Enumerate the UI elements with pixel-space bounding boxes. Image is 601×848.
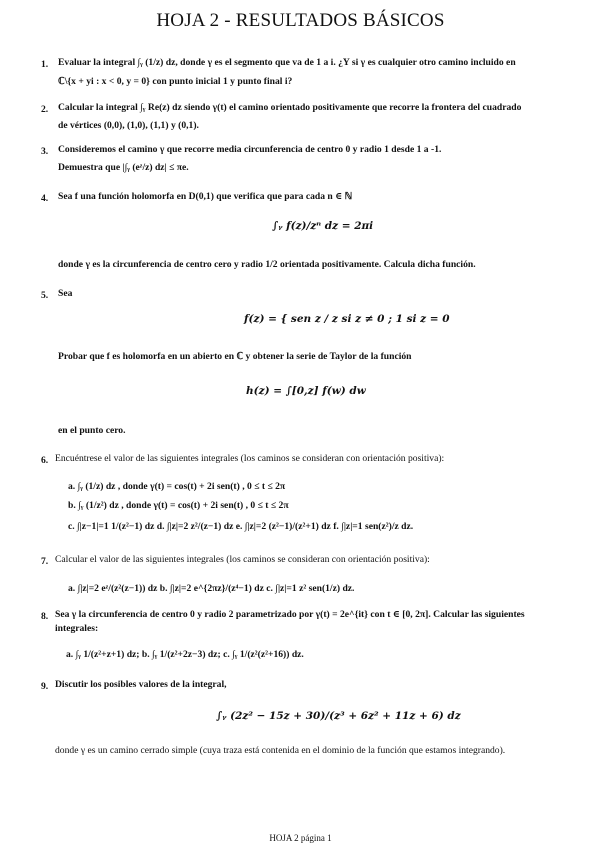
problem-7-items: a. ∫|z|=2 eᶻ/(z²(z−1)) dz b. ∫|z|=2 e^{2πz}/(z⁴−1) dz c. ∫|z|=1 z² sen(1/z) dz.: [68, 583, 355, 594]
problem-1-line-2: ℂ\{x + yi : x < 0, y = 0} con punto inicial 1 y punto final i?: [58, 76, 293, 87]
problem-4-equation: ∫ᵧ f(z)/zⁿ dz = 2πi: [272, 220, 374, 232]
problem-number: 6.: [41, 455, 49, 466]
problem-1-line-1: Evaluar la integral ∫ᵧ (1/z) dz, donde γ es el segmento que va de 1 a i. ¿Y si γ es cualquier otro camino incluido en: [58, 57, 516, 68]
problem-9-line-1: Discutir los posibles valores de la integral,: [55, 679, 227, 690]
problem-6-line-1: Encuéntrese el valor de las siguientes integrales (los caminos se consideran con orientación positiva):: [55, 453, 445, 464]
problem-6-item-a: a. ∫ᵧ (1/z) dz , donde γ(t) = cos(t) + 2i sen(t) , 0 ≤ t ≤ 2π: [68, 481, 286, 492]
problem-5-function-definition: f(z) = { sen z / z si z ≠ 0 ; 1 si z = 0: [244, 313, 450, 325]
problem-number: 9.: [41, 681, 49, 692]
problem-4-line-2: donde γ es la circunferencia de centro cero y radio 1/2 orientada positivamente. Calcula dicha función.: [58, 259, 476, 270]
page-footer: HOJA 2 página 1: [269, 833, 332, 843]
problem-3-line-2: Demuestra que |∫ᵧ (eᶻ/z) dz| ≤ πe.: [58, 162, 189, 173]
problem-number: 5.: [41, 290, 49, 301]
problem-number: 2.: [41, 104, 49, 115]
problem-8-line-2: integrales:: [55, 623, 99, 634]
problem-8-items: a. ∫ᵧ 1/(z²+z+1) dz; b. ∫ᵧ 1/(z²+2z−3) dz; c. ∫ᵧ 1/(z²(z²+16)) dz.: [66, 649, 304, 660]
problem-5-line-3: en el punto cero.: [58, 425, 126, 436]
problem-8-line-1: Sea γ la circunferencia de centro 0 y radio 2 parametrizado por γ(t) = 2e^{it} con t ∈ [0, 2π]. Calcular las siguientes: [55, 609, 525, 620]
problem-2-line-2: de vértices (0,0), (1,0), (1,1) y (0,1).: [58, 120, 199, 131]
problem-7-line-1: Calcular el valor de las siguientes integrales (los caminos se consideran con orientación positiva):: [55, 554, 430, 565]
problem-number: 4.: [41, 193, 49, 204]
problem-4-line-1: Sea f una función holomorfa en D(0,1) que verifica que para cada n ∈ ℕ: [58, 191, 353, 202]
problem-number: 7.: [41, 556, 49, 567]
problem-6-items-c-f: c. ∫|z−1|=1 1/(z²−1) dz d. ∫|z|=2 z²/(z−1) dz e. ∫|z|=2 (z²−1)/(z²+1) dz f. ∫|z|=1 sen(z²)/z dz.: [68, 521, 414, 532]
problem-9-line-2: donde γ es un camino cerrado simple (cuya traza está contenida en el dominio de la función que estamos integrando).: [55, 745, 506, 756]
page-title: HOJA 2 - RESULTADOS BÁSICOS: [156, 10, 445, 31]
problem-2-line-1: Calcular la integral ∫ᵧ Re(z) dz siendo γ(t) el camino orientado positivamente que recorre la frontera del cuadrado: [58, 102, 522, 113]
problem-3-line-1: Consideremos el camino γ que recorre media circunferencia de centro 0 y radio 1 desde 1 a -1.: [58, 144, 442, 155]
problem-9-equation: ∫ᵧ (2z² − 15z + 30)/(z³ + 6z² + 11z + 6) dz: [216, 710, 461, 722]
problem-5-line-1: Sea: [58, 288, 73, 299]
problem-number: 1.: [41, 59, 49, 70]
problem-number: 8.: [41, 611, 49, 622]
problem-5-line-2: Probar que f es holomorfa en un abierto en ℂ y obtener la serie de Taylor de la función: [58, 351, 412, 362]
problem-number: 3.: [41, 146, 49, 157]
problem-5-h-definition: h(z) = ∫[0,z] f(w) dw: [246, 385, 366, 397]
problem-6-item-b: b. ∫ᵧ (1/z²) dz , donde γ(t) = cos(t) + 2i sen(t) , 0 ≤ t ≤ 2π: [68, 500, 289, 511]
